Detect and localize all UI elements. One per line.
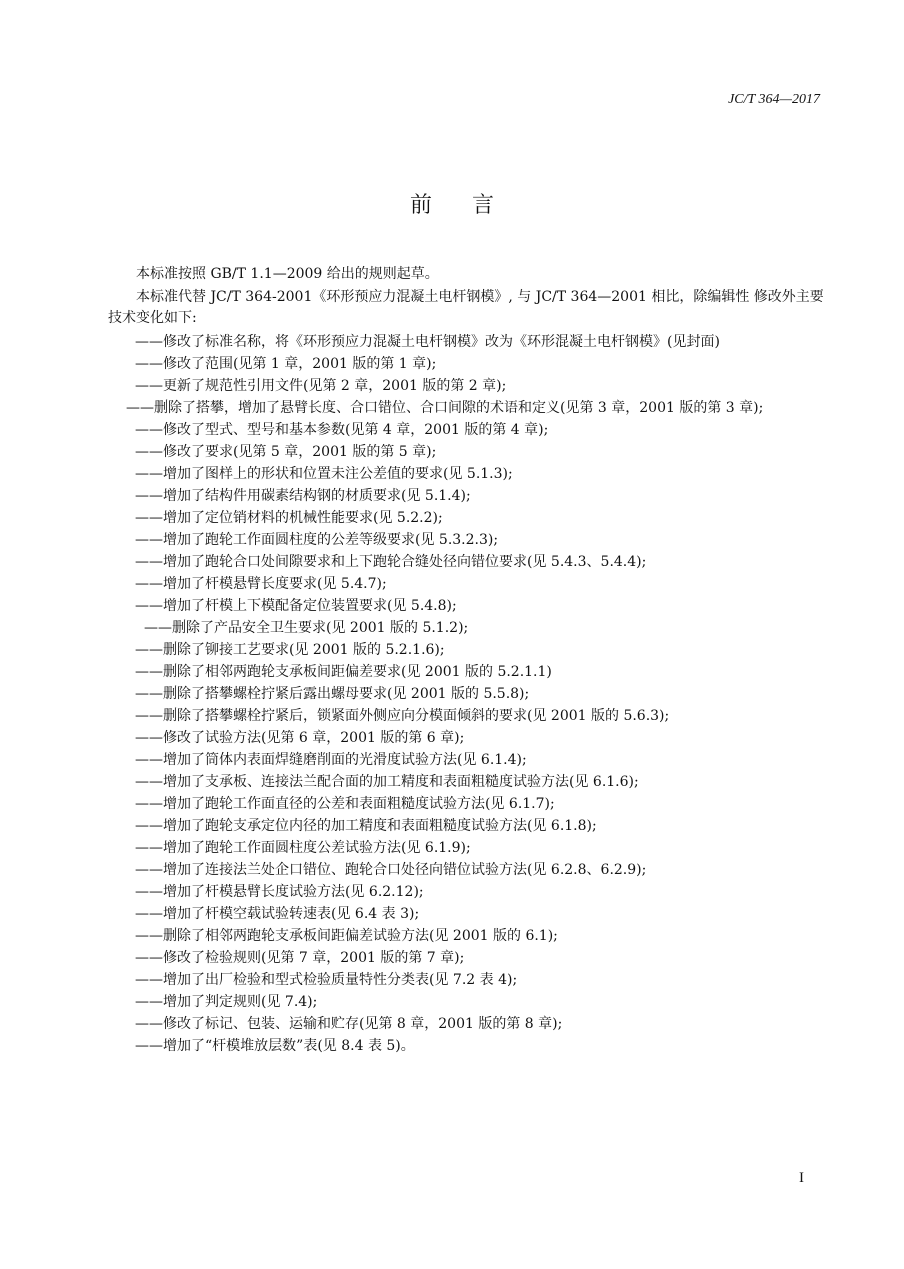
list-item: ——增加了“杆模堆放层数”表(见 8.4 表 5)。 [135,1038,415,1054]
list-item: ——删除了产品安全卫生要求(见 2001 版的 5.1.2); [144,620,469,636]
list-item: ——删除了搭攀螺栓拧紧后，锁紧面外侧应向分模面倾斜的要求(见 2001 版的 5.6.3); [135,708,670,724]
page-number: I [799,1170,804,1186]
list-item: ——增加了杆模悬臂长度试验方法(见 6.2.12); [135,884,424,900]
list-item: ——增加了跑轮工作面圆柱度公差试验方法(见 6.1.9); [135,840,471,856]
list-item: ——增加了结构件用碳素结构钢的材质要求(见 5.1.4); [135,488,471,504]
replacement-paragraph: 本标准代替 JC/T 364-2001《环形预应力混凝土电杆钢模》, 与 JC/T 364—2001 相比，除编辑性 修改外主要技术变化如下: [108,289,824,326]
page-title: 前言 [409,193,534,218]
standard-code: JC/T 364—2017 [728,92,820,107]
list-item: ——增加了定位销材料的机械性能要求(见 5.2.2); [135,510,443,526]
list-item: ——删除了搭攀，增加了悬臂长度、合口错位、合口间隙的术语和定义(见第 3 章，2001 版的第 3 章); [126,400,764,416]
list-item: ——增加了筒体内表面焊缝磨削面的光滑度试验方法(见 6.1.4); [135,752,527,768]
list-item: ——增加了支承板、连接法兰配合面的加工精度和表面粗糙度试验方法(见 6.1.6); [135,774,639,790]
list-item: ——增加了杆模悬臂长度要求(见 5.4.7); [135,576,387,592]
list-item: ——增加了跑轮合口处间隙要求和上下跑轮合缝处径向错位要求(见 5.4.3、5.4.4); [135,554,647,570]
list-item: ——修改了要求(见第 5 章，2001 版的第 5 章); [135,444,437,460]
list-item: ——删除了铆接工艺要求(见 2001 版的 5.2.1.6); [135,642,445,658]
list-item: ——修改了试验方法(见第 6 章，2001 版的第 6 章); [135,730,465,746]
list-item: ——更新了规范性引用文件(见第 2 章，2001 版的第 2 章); [135,378,507,394]
list-item: ——修改了标记、包装、运输和贮存(见第 8 章，2001 版的第 8 章); [135,1016,563,1032]
list-item: ——增加了杆模上下模配备定位装置要求(见 5.4.8); [135,598,457,614]
list-item: ——增加了杆模空载试验转速表(见 6.4 表 3); [135,906,420,922]
list-item: ——增加了跑轮工作面直径的公差和表面粗糙度试验方法(见 6.1.7); [135,796,555,812]
list-item: ——删除了搭攀螺栓拧紧后露出螺母要求(见 2001 版的 5.5.8); [135,686,530,702]
list-item: ——增加了出厂检验和型式检验质量特性分类表(见 7.2 表 4); [135,972,518,988]
list-item: ——修改了标准名称，将《环形预应力混凝土电杆钢模》改为《环形混凝土电杆钢模》(见封面) [135,334,720,350]
list-item: ——删除了相邻两跑轮支承板间距偏差要求(见 2001 版的 5.2.1.1) [135,664,552,680]
list-item: ——修改了检验规则(见第 7 章，2001 版的第 7 章); [135,950,465,966]
list-item: ——增加了判定规则(见 7.4); [135,994,318,1010]
intro-paragraph: 本标准按照 GB/T 1.1—2009 给出的规则起草。 [136,266,439,282]
list-item: ——修改了范围(见第 1 章，2001 版的第 1 章); [135,356,437,372]
list-item: ——删除了相邻两跑轮支承板间距偏差试验方法(见 2001 版的 6.1); [135,928,558,944]
change-list [108,331,824,1057]
list-item: ——增加了跑轮工作面圆柱度的公差等级要求(见 5.3.2.3); [135,532,499,548]
list-item: ——增加了连接法兰处企口错位、跑轮合口处径向错位试验方法(见 6.2.8、6.2.9); [135,862,647,878]
document-body [108,264,824,1057]
list-item: ——修改了型式、型号和基本参数(见第 4 章，2001 版的第 4 章); [135,422,549,438]
list-item: ——增加了图样上的形状和位置未注公差值的要求(见 5.1.3); [135,466,513,482]
list-item: ——增加了跑轮支承定位内径的加工精度和表面粗糙度试验方法(见 6.1.8); [135,818,597,834]
